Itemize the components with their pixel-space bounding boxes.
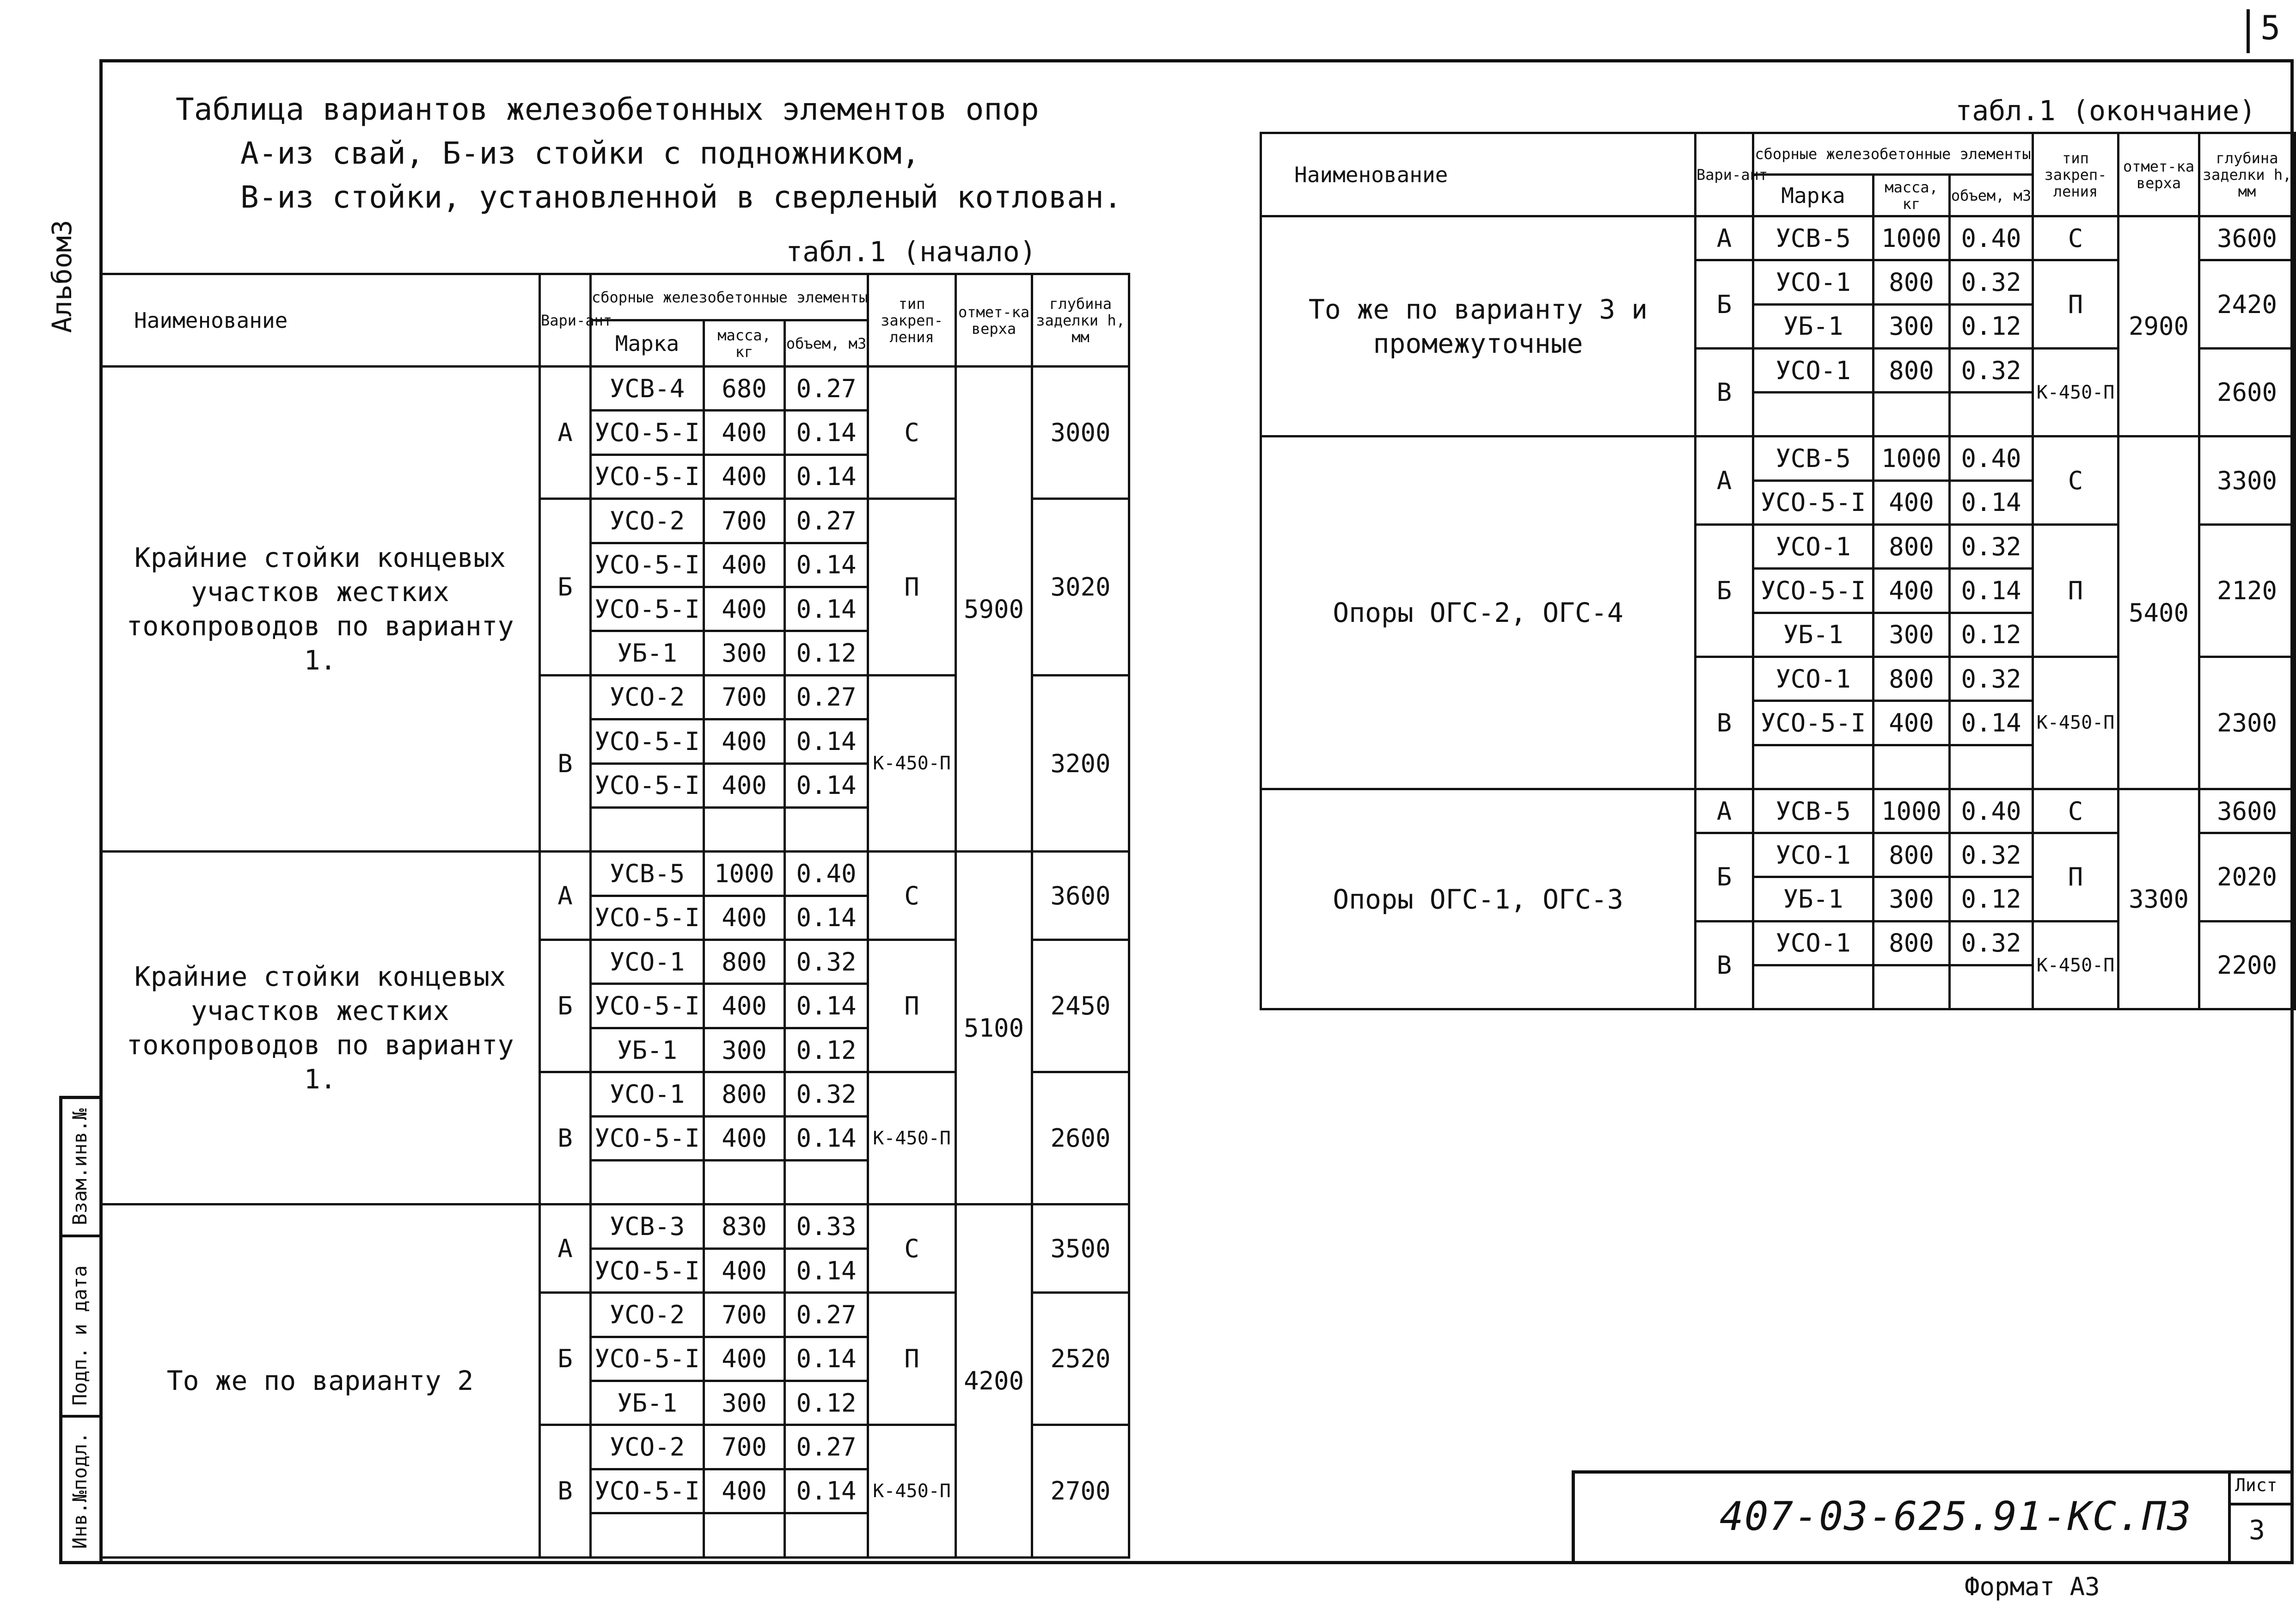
- cell-mark: УСО-5-I: [591, 587, 704, 631]
- cell-mark: УСО-5-I: [591, 455, 704, 498]
- depth-cell: 3000: [1032, 367, 1129, 499]
- cell-mass: 400: [1874, 569, 1950, 613]
- cell-mass: 800: [1874, 348, 1950, 392]
- cell-mass: 400: [1874, 701, 1950, 745]
- header-depth: глубина заделки h, мм: [1032, 274, 1129, 367]
- cell-mark: УСО-5-I: [591, 1116, 704, 1160]
- cell-volume: 0.14: [785, 896, 868, 940]
- cell-mark: УСВ-5: [1753, 789, 1874, 833]
- variant-cell: Б: [1696, 260, 1753, 349]
- cell-volume: 0.12: [1950, 877, 2033, 921]
- cell-mass: 800: [704, 940, 785, 984]
- depth-cell: 2450: [1032, 940, 1129, 1072]
- top-mark-cell: 4200: [956, 1204, 1032, 1557]
- document-code: 407-03-625.91-КС.ПЗ: [1720, 1493, 2192, 1540]
- cell-volume: 0.27: [785, 675, 868, 719]
- cell-mark: [1753, 393, 1874, 436]
- cell-mark: УБ-1: [1753, 877, 1874, 921]
- cell-volume: 0.14: [785, 1116, 868, 1160]
- cell-mass: 400: [704, 455, 785, 498]
- header-anchor-type: тип закреп-ления: [868, 274, 956, 367]
- table-row: [1261, 436, 2295, 480]
- cell-volume: 0.40: [1950, 216, 2033, 260]
- variant-cell: А: [1696, 789, 1753, 833]
- table-row: [101, 367, 1129, 411]
- header-row: [101, 274, 1129, 320]
- variant-cell: Б: [540, 1293, 591, 1425]
- cell-mark: УСО-1: [1753, 657, 1874, 700]
- cell-mass: 700: [704, 499, 785, 543]
- cell-mark: УСО-5-I: [591, 719, 704, 763]
- cell-volume: 0.27: [785, 1425, 868, 1469]
- cell-volume: [785, 1161, 868, 1204]
- cell-mass: 400: [704, 719, 785, 763]
- cell-mark: УБ-1: [591, 1381, 704, 1425]
- cell-volume: 0.32: [1950, 525, 2033, 569]
- row-name: То же по варианту 3 и промежуточные: [1261, 216, 1696, 436]
- cell-mark: УСО-5-I: [591, 411, 704, 455]
- row-name: Опоры ОГС-1, ОГС-3: [1261, 789, 1696, 1009]
- cell-mass: 400: [704, 1248, 785, 1292]
- cell-mark: УБ-1: [1753, 304, 1874, 348]
- cell-mass: 300: [704, 1381, 785, 1425]
- cell-mass: 400: [1874, 480, 1950, 524]
- cell-mass: 400: [704, 543, 785, 587]
- header-top-mark: отмет-ка верха: [956, 274, 1032, 367]
- anchor-type-cell: С: [2033, 789, 2118, 833]
- cell-volume: 0.14: [785, 719, 868, 763]
- cell-mass: 800: [704, 1072, 785, 1116]
- top-mark-cell: 5100: [956, 852, 1032, 1204]
- cell-mass: 800: [1874, 260, 1950, 304]
- cell-volume: [1950, 965, 2033, 1009]
- cell-mass: [1874, 745, 1950, 789]
- top-mark-cell: 3300: [2118, 789, 2199, 1009]
- depth-cell: 3300: [2199, 436, 2295, 525]
- cell-volume: 0.32: [1950, 921, 2033, 965]
- header-variant: Вари-ант: [1696, 133, 1753, 216]
- depth-cell: 2700: [1032, 1425, 1129, 1557]
- variant-cell: В: [540, 675, 591, 852]
- cell-mass: [704, 1161, 785, 1204]
- depth-cell: 3600: [1032, 852, 1129, 940]
- anchor-type-cell: С: [2033, 216, 2118, 260]
- cell-mark: [591, 1513, 704, 1557]
- cell-mark: [591, 1161, 704, 1204]
- cell-mark: УСО-1: [1753, 833, 1874, 877]
- header-top-mark: отмет-ка верха: [2118, 133, 2199, 216]
- cell-mass: [1874, 965, 1950, 1009]
- cell-volume: 0.14: [785, 411, 868, 455]
- variant-cell: В: [1696, 348, 1753, 436]
- cell-volume: 0.14: [785, 587, 868, 631]
- variant-cell: А: [1696, 436, 1753, 525]
- cell-mark: УСВ-5: [1753, 216, 1874, 260]
- cell-volume: 0.14: [785, 543, 868, 587]
- variant-cell: Б: [540, 499, 591, 676]
- variant-cell: А: [540, 852, 591, 940]
- cell-mark: УСО-1: [1753, 260, 1874, 304]
- cell-mark: УСВ-4: [591, 367, 704, 411]
- table-row: [101, 852, 1129, 896]
- cell-mark: УСО-1: [1753, 525, 1874, 569]
- row-name: Крайние стойки концевых участков жестких токопроводов по варианту 1.: [101, 367, 540, 852]
- cell-mark: УСО-1: [591, 940, 704, 984]
- cell-volume: 0.14: [785, 763, 868, 807]
- depth-cell: 2520: [1032, 1293, 1129, 1425]
- anchor-type-cell: К-450-П: [2033, 657, 2118, 789]
- cell-volume: 0.14: [785, 1469, 868, 1513]
- header-anchor-type: тип закреп-ления: [2033, 133, 2118, 216]
- cell-volume: 0.32: [1950, 348, 2033, 392]
- depth-cell: 2600: [2199, 348, 2295, 436]
- cell-mark: УБ-1: [591, 631, 704, 675]
- header-mass: масса, кг: [704, 320, 785, 367]
- cell-mark: УСВ-3: [591, 1204, 704, 1248]
- top-mark-cell: 5400: [2118, 436, 2199, 789]
- cell-volume: 0.40: [1950, 436, 2033, 480]
- cell-volume: 0.12: [1950, 304, 2033, 348]
- cell-mark: УБ-1: [1753, 613, 1874, 657]
- cell-mass: 300: [1874, 613, 1950, 657]
- sheet-number: 3: [2249, 1514, 2265, 1546]
- format-label: Формат А3: [1965, 1572, 2100, 1601]
- variant-cell: В: [540, 1072, 591, 1204]
- cell-volume: 0.32: [785, 1072, 868, 1116]
- cell-mass: 680: [704, 367, 785, 411]
- cell-mass: 300: [704, 631, 785, 675]
- cell-volume: 0.14: [785, 455, 868, 498]
- anchor-type-cell: С: [868, 367, 956, 499]
- cell-mark: УСО-2: [591, 499, 704, 543]
- table-row: [1261, 789, 2295, 833]
- cell-volume: 0.27: [785, 367, 868, 411]
- cell-volume: [1950, 745, 2033, 789]
- cell-volume: 0.12: [785, 631, 868, 675]
- cell-volume: 0.14: [785, 1337, 868, 1381]
- top-mark-cell: 5900: [956, 367, 1032, 852]
- cell-volume: 0.12: [785, 1381, 868, 1425]
- depth-cell: 2200: [2199, 921, 2295, 1009]
- variant-cell: В: [540, 1425, 591, 1557]
- row-name: То же по варианту 2: [101, 1204, 540, 1557]
- cell-volume: 0.32: [1950, 657, 2033, 700]
- header-volume: объем, м3: [785, 320, 868, 367]
- cell-mark: УСВ-5: [1753, 436, 1874, 480]
- cell-mass: 400: [704, 984, 785, 1028]
- cell-mark: УСО-5-I: [591, 896, 704, 940]
- cell-mass: 400: [704, 587, 785, 631]
- cell-mass: 830: [704, 1204, 785, 1248]
- table-row: [1261, 216, 2295, 260]
- variant-cell: В: [1696, 921, 1753, 1009]
- cell-mark: УСВ-5: [591, 852, 704, 896]
- cell-mass: 800: [1874, 657, 1950, 700]
- depth-cell: 2600: [1032, 1072, 1129, 1204]
- cell-volume: [785, 1513, 868, 1557]
- header-mark: Марка: [1753, 175, 1874, 216]
- cell-mass: 300: [1874, 877, 1950, 921]
- variant-cell: А: [540, 1204, 591, 1293]
- anchor-type-cell: П: [868, 940, 956, 1072]
- cell-mark: УСО-2: [591, 1293, 704, 1337]
- depth-cell: 2300: [2199, 657, 2295, 789]
- album-label: Альбом3: [46, 220, 78, 333]
- table-title-line-1: Таблица вариантов железобетонных элементов опор: [176, 92, 1039, 127]
- cell-volume: 0.40: [1950, 789, 2033, 833]
- cell-mass: 1000: [704, 852, 785, 896]
- variant-cell: В: [1696, 657, 1753, 789]
- anchor-type-cell: П: [2033, 260, 2118, 349]
- cell-mark: УСО-5-I: [1753, 480, 1874, 524]
- cell-volume: 0.32: [1950, 260, 2033, 304]
- cell-volume: 0.12: [1950, 613, 2033, 657]
- stamp-inv-podl: Инв.№подл.: [68, 1432, 91, 1549]
- cell-mass: 400: [704, 1116, 785, 1160]
- cell-mark: УСО-5-I: [591, 1337, 704, 1381]
- cell-volume: 0.14: [785, 984, 868, 1028]
- anchor-type-cell: П: [2033, 833, 2118, 922]
- depth-cell: 3600: [2199, 789, 2295, 833]
- cell-volume: 0.27: [785, 1293, 868, 1337]
- table-right: [1260, 132, 2296, 1010]
- depth-cell: 3200: [1032, 675, 1129, 852]
- header-elements-group: сборные железобетонные элементы: [591, 274, 868, 320]
- cell-mass: 1000: [1874, 789, 1950, 833]
- cell-mark: УСО-2: [591, 1425, 704, 1469]
- header-elements-group: сборные железобетонные элементы: [1753, 133, 2033, 175]
- header-mass: масса, кг: [1874, 175, 1950, 216]
- stamp-vzam-inv: Взам.инв.№: [68, 1108, 91, 1225]
- cell-mark: [1753, 965, 1874, 1009]
- cell-mass: 800: [1874, 833, 1950, 877]
- header-name: Наименование: [101, 274, 540, 367]
- cell-mass: 1000: [1874, 216, 1950, 260]
- cell-mark: УСО-5-I: [591, 1248, 704, 1292]
- cell-mass: 400: [704, 1469, 785, 1513]
- cell-mark: УСО-2: [591, 675, 704, 719]
- cell-mark: УСО-1: [1753, 348, 1874, 392]
- cell-mark: УСО-5-I: [591, 763, 704, 807]
- variant-cell: Б: [1696, 833, 1753, 922]
- cell-mark: [1753, 745, 1874, 789]
- table-title-line-3: В-из стойки, установленной в сверленый котлован.: [240, 179, 1122, 215]
- variant-cell: Б: [540, 940, 591, 1072]
- caption-table-start: табл.1 (начало): [786, 236, 1036, 268]
- cell-mass: 700: [704, 1293, 785, 1337]
- anchor-type-cell: П: [2033, 525, 2118, 657]
- anchor-type-cell: К-450-П: [868, 1072, 956, 1204]
- cell-mass: [1874, 393, 1950, 436]
- caption-table-end: табл.1 (окончание): [1955, 95, 2256, 127]
- cell-mass: 800: [1874, 525, 1950, 569]
- cell-mark: УСО-5-I: [591, 984, 704, 1028]
- table-title-line-2: А-из свай, Б-из стойки с подножником,: [240, 135, 920, 171]
- header-row: [1261, 133, 2295, 175]
- cell-volume: 0.32: [1950, 833, 2033, 877]
- cell-mass: 800: [1874, 921, 1950, 965]
- cell-volume: 0.12: [785, 1028, 868, 1072]
- cell-mark: [591, 807, 704, 851]
- cell-mass: [704, 1513, 785, 1557]
- anchor-type-cell: К-450-П: [868, 675, 956, 852]
- table-left: [99, 273, 1130, 1559]
- cell-mass: 1000: [1874, 436, 1950, 480]
- header-name: Наименование: [1261, 133, 1696, 216]
- anchor-type-cell: С: [868, 1204, 956, 1293]
- depth-cell: 2020: [2199, 833, 2295, 922]
- header-depth: глубина заделки h, мм: [2199, 133, 2295, 216]
- cell-mark: УБ-1: [591, 1028, 704, 1072]
- header-mark: Марка: [591, 320, 704, 367]
- cell-mark: УСО-1: [591, 1072, 704, 1116]
- variant-cell: А: [1696, 216, 1753, 260]
- cell-mass: 700: [704, 1425, 785, 1469]
- cell-volume: 0.32: [785, 940, 868, 984]
- cell-volume: 0.14: [1950, 701, 2033, 745]
- depth-cell: 2420: [2199, 260, 2295, 349]
- cell-mark: УСО-5-I: [1753, 569, 1874, 613]
- cell-volume: 0.14: [1950, 569, 2033, 613]
- cell-mark: УСО-5-I: [1753, 701, 1874, 745]
- depth-cell: 3600: [2199, 216, 2295, 260]
- cell-mass: 400: [704, 896, 785, 940]
- depth-cell: 2120: [2199, 525, 2295, 657]
- depth-cell: 3020: [1032, 499, 1129, 676]
- cell-volume: 0.27: [785, 499, 868, 543]
- cell-volume: [785, 807, 868, 851]
- cell-mark: УСО-1: [1753, 921, 1874, 965]
- anchor-type-cell: П: [868, 499, 956, 676]
- page-number-rule: [2247, 9, 2250, 53]
- cell-mass: 400: [704, 1337, 785, 1381]
- anchor-type-cell: К-450-П: [868, 1425, 956, 1557]
- cell-volume: [1950, 393, 2033, 436]
- cell-mass: 300: [1874, 304, 1950, 348]
- row-name: Крайние стойки концевых участков жестких токопроводов по варианту 1.: [101, 852, 540, 1204]
- cell-volume: 0.33: [785, 1204, 868, 1248]
- cell-mass: 300: [704, 1028, 785, 1072]
- anchor-type-cell: П: [868, 1293, 956, 1425]
- cell-mass: 400: [704, 411, 785, 455]
- anchor-type-cell: К-450-П: [2033, 348, 2118, 436]
- cell-mass: [704, 807, 785, 851]
- stamp-podp-data: Подп. и дата: [68, 1265, 91, 1406]
- variant-cell: Б: [1696, 525, 1753, 657]
- anchor-type-cell: С: [2033, 436, 2118, 525]
- top-mark-cell: 2900: [2118, 216, 2199, 436]
- cell-mark: УСО-5-I: [591, 1469, 704, 1513]
- sheet-label: Лист: [2235, 1475, 2278, 1495]
- cell-mass: 400: [704, 763, 785, 807]
- anchor-type-cell: С: [868, 852, 956, 940]
- row-name: Опоры ОГС-2, ОГС-4: [1261, 436, 1696, 789]
- cell-volume: 0.14: [1950, 480, 2033, 524]
- header-volume: объем, м3: [1950, 175, 2033, 216]
- cell-volume: 0.40: [785, 852, 868, 896]
- page-number: 5: [2260, 8, 2281, 47]
- depth-cell: 3500: [1032, 1204, 1129, 1293]
- table-row: [101, 1204, 1129, 1248]
- variant-cell: А: [540, 367, 591, 499]
- cell-mass: 700: [704, 675, 785, 719]
- anchor-type-cell: К-450-П: [2033, 921, 2118, 1009]
- cell-volume: 0.14: [785, 1248, 868, 1292]
- header-variant: Вари-ант: [540, 274, 591, 367]
- cell-mark: УСО-5-I: [591, 543, 704, 587]
